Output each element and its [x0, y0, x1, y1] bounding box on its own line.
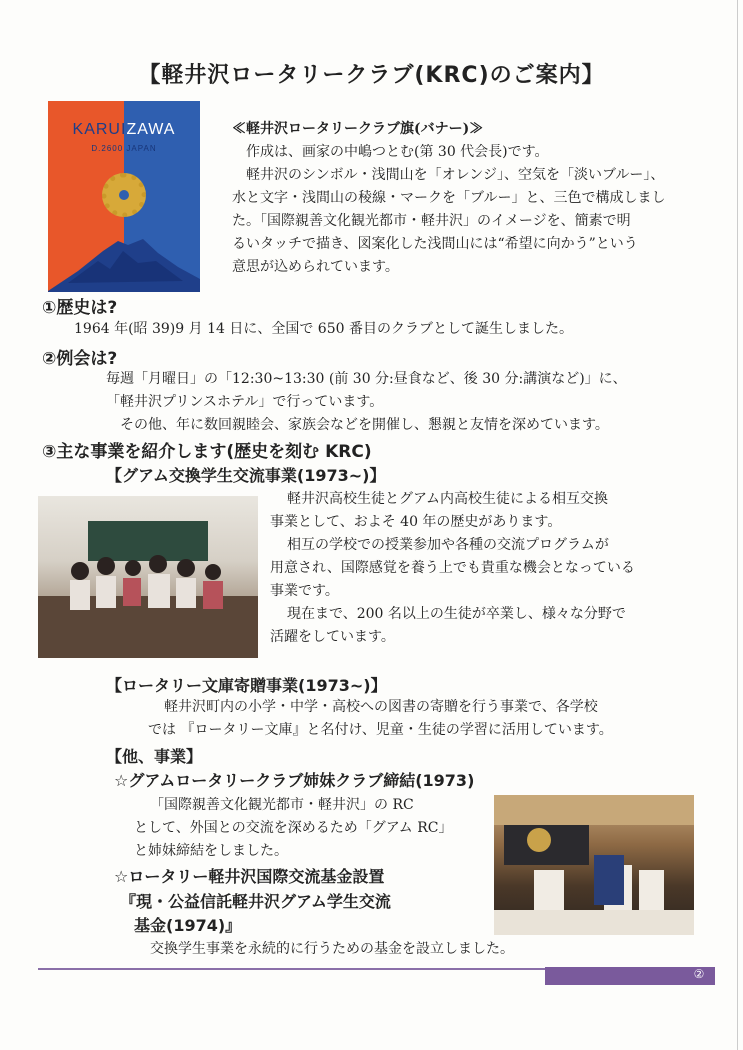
flag-text: 意思が込められています。 — [232, 259, 399, 275]
history-text: 1964 年(昭 39)9 月 14 日に、全国で 650 番目のクラブとして誕生しました。 — [74, 321, 573, 337]
meeting-text: 毎週「月曜日」の「12:30~13:30 (前 30 分:昼食など、後 30 分:講演など)」に、 — [106, 371, 627, 387]
guam-text: 事業です。 — [270, 583, 339, 599]
meeting-heading: ②例会は? — [42, 349, 118, 369]
history-heading: ①歴史は? — [42, 298, 118, 318]
library-text: では 『ロータリー文庫』と名付け、児童・生徒の学習に活用しています。 — [148, 722, 613, 738]
guam-text: 相互の学校での授業参加や各種の交流プログラムが — [287, 537, 609, 553]
page-title: 【軽井沢ロータリークラブ(KRC)のご案内】 — [138, 63, 605, 88]
club-ceremony-photo — [494, 795, 694, 935]
banner-name: KARUIZAWA — [72, 121, 176, 138]
sister-club-heading: ☆グアムロータリークラブ姉妹クラブ締結(1973) — [114, 771, 475, 790]
page-edge — [737, 0, 738, 1050]
meeting-text: その他、年に数回親睦会、家族会などを開催し、懇親と友情を深めています。 — [120, 417, 609, 433]
guam-text: 軽井沢高校生徒とグアム内高校生徒による相互交換 — [287, 491, 609, 507]
club-banner-image — [48, 101, 200, 292]
sister-club-text: と姉妹締結をしました。 — [134, 843, 288, 859]
other-heading: 【他、事業】 — [106, 747, 203, 766]
flag-heading: ≪軽井沢ロータリークラブ旗(バナー)≫ — [232, 121, 484, 137]
sister-club-text: 「国際親善文化観光都市・軽井沢」の RC — [150, 797, 414, 813]
guam-text: 事業として、およそ 40 年の歴史があります。 — [270, 514, 562, 530]
flag-text: 作成は、画家の中嶋つとむ(第 30 代会長)です。 — [246, 144, 549, 160]
flag-text: るいタッチで描き、図案化した浅間山には“希望に向かう”という — [232, 236, 638, 252]
rotary-wheel-icon — [102, 173, 146, 217]
flag-text: た。「国際親善文化観光都市・軽井沢」のイメージを、簡素で明 — [232, 213, 631, 229]
library-text: 軽井沢町内の小学・中学・高校への図書の寄贈を行う事業で、各学校 — [164, 699, 598, 715]
fund-heading: 基金(1974)』 — [134, 916, 242, 935]
page-number: ② — [693, 967, 705, 981]
guam-text: 現在まで、200 名以上の生徒が卒業し、様々な分野で — [287, 606, 626, 622]
guam-text: 用意され、国際感覚を養う上でも貴重な機会となっている — [270, 560, 635, 576]
library-heading: 【ロータリー文庫寄贈事業(1973~)】 — [106, 676, 387, 695]
guam-heading: 【グアム交換学生交流事業(1973~)】 — [106, 466, 386, 485]
fund-heading: 『現・公益信託軽井沢グアム学生交流 — [120, 892, 391, 911]
flag-text: 軽井沢のシンボル・浅間山を「オレンジ」、空気を「淡いブルー」、 — [246, 167, 665, 183]
fund-text: 交換学生事業を永続的に行うための基金を設立しました。 — [150, 941, 514, 957]
sister-club-text: として、外国との交流を深めるため「グアム RC」 — [134, 820, 453, 836]
guam-text: 活躍をしています。 — [270, 629, 395, 645]
students-classroom-photo — [38, 496, 258, 658]
fund-heading: ☆ロータリー軽井沢国際交流基金設置 — [114, 867, 385, 886]
flag-text: 水と文字・浅間山の稜線・マークを「ブルー」と、三色で構成しまし — [232, 190, 666, 206]
projects-heading: ③主な事業を紹介します(歴史を刻む KRC) — [42, 442, 372, 462]
meeting-text: 「軽井沢プリンスホテル」で行っています。 — [106, 394, 384, 410]
banner-subtitle: D.2600 JAPAN — [91, 144, 157, 153]
mountain-icon — [48, 231, 200, 292]
